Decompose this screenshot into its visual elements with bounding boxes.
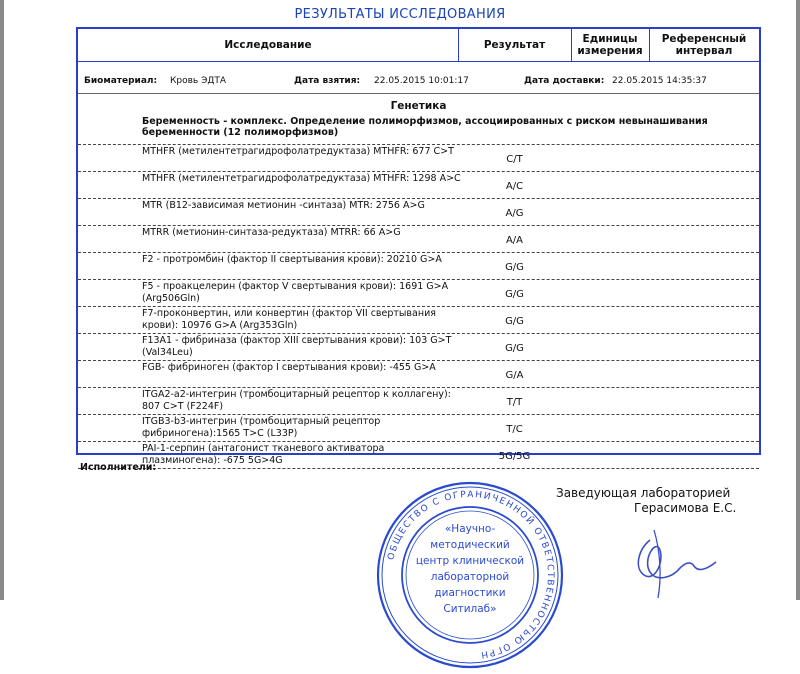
test-result: C/T (506, 154, 523, 165)
test-result: A/C (505, 181, 524, 192)
test-result: G/G (505, 289, 524, 300)
panel-title: Беременность - комплекс. Определение полиморфизмов, ассоциированных с риском невынашивания беременности (12 полиморфизмов) (142, 116, 708, 138)
delivery-date-value: 22.05.2015 14:35:37 (612, 76, 707, 86)
test-name: MTHFR (метилентетрагидрофолатредуктаза) MTHFR: 677 C>T (142, 146, 454, 157)
taken-date-label: Дата взятия: (294, 76, 361, 86)
test-result: A/G (505, 208, 524, 219)
performers-label: Исполнители: (80, 462, 157, 473)
result-row (78, 333, 759, 360)
window-edge-left (0, 0, 4, 600)
stamp-text-line: центр клинической (415, 555, 525, 567)
lab-stamp (375, 480, 565, 670)
page-title: РЕЗУЛЬТАТЫ ИССЛЕДОВАНИЯ (294, 7, 506, 22)
test-name: F2 - протромбин (фактор II свертывания крови): 20210 G>A (142, 254, 442, 265)
test-name: FGB- фибриноген (фактор I свертывания крови): -455 G>A (142, 362, 436, 373)
signature (620, 520, 730, 600)
test-name: F13A1 - фибриназа (фактор XIII свертывания крови): 103 G>T (Val34Leu) (142, 335, 452, 358)
taken-date-value: 22.05.2015 10:01:17 (374, 76, 469, 86)
test-result: A/A (505, 235, 524, 246)
result-row (78, 144, 759, 171)
delivery-date-label: Дата доставки: (524, 76, 605, 86)
column-header-reference: Референсный интервал (649, 29, 759, 62)
test-name: ITGB3-b3-интегрин (тромбоцитарный рецептор фибриногена):1565 T>C (L33P) (142, 416, 381, 439)
section-title: Генетика (390, 100, 447, 112)
svg-text:ОБЩЕСТВО С ОГРАНИЧЕННОЙ ОТВЕТС: ОБЩЕСТВО С ОГРАНИЧЕННОЙ ОТВЕТСТВЕННОСТЬЮ ОГРН (386, 489, 556, 660)
window-edge-right (796, 0, 800, 600)
result-row (78, 252, 759, 279)
test-name: F7-проконвертин, или конвертин (фактор VII свертывания крови): 10976 G>A (Arg353Gln) (142, 308, 436, 331)
biomaterial-label: Биоматериал: (84, 76, 158, 86)
sample-info (78, 76, 759, 90)
column-header-result: Результат (458, 29, 572, 62)
test-result: G/G (505, 343, 524, 354)
test-name: F5 - проакцелерин (фактор V свертывания крови): 1691 G>A (Arg506Gln) (142, 281, 449, 304)
test-name: MTR (B12-зависимая метионин -синтаза) MTR: 2756 A>G (142, 200, 425, 211)
test-result: 5G/5G (498, 451, 531, 462)
test-result: T/C (506, 424, 523, 435)
divider (78, 93, 759, 94)
stamp-text-line: методический (430, 539, 510, 551)
test-name: PAI-1-серпин (антагонист тканевого активатора плазминогена): -675 5G>4G (142, 443, 385, 466)
test-result: G/A (505, 370, 524, 381)
result-row (78, 387, 759, 414)
results-table (76, 27, 761, 466)
column-header-units: Единицы измерения (571, 29, 650, 62)
biomaterial-value: Кровь ЭДТА (170, 76, 227, 86)
stamp-text-line: Ситилаб» (443, 603, 497, 615)
stamp-text-line: «Научно- (444, 523, 496, 535)
test-name: ITGA2-a2-интегрин (тромбоцитарный рецептор к коллагену): 807 C>T (F224F) (142, 389, 451, 412)
result-row (78, 306, 759, 333)
result-row (78, 198, 759, 225)
result-row (78, 279, 759, 306)
test-name: MTHFR (метилентетрагидрофолатредуктаза) MTHFR: 1298 A>C (142, 173, 461, 184)
column-header-study: Исследование (78, 29, 459, 62)
divider (78, 468, 759, 469)
test-result: T/T (506, 397, 523, 408)
stamp-text-line: диагностики (434, 587, 506, 599)
head-of-lab-name: Герасимова Е.С. (634, 501, 737, 515)
result-row (78, 225, 759, 252)
result-row (78, 360, 759, 387)
result-row (78, 171, 759, 198)
results-rows (78, 144, 759, 468)
test-result: G/G (505, 262, 524, 273)
result-row (78, 441, 759, 468)
test-result: G/G (505, 316, 524, 327)
test-name: MTRR (метионин-синтаза-редуктаза) MTRR: 66 A>G (142, 227, 401, 238)
head-of-lab-title: Заведующая лабораторией (556, 486, 731, 500)
head-of-laboratory (556, 486, 766, 516)
result-row (78, 414, 759, 441)
stamp-text-line: лабораторной (430, 571, 510, 583)
